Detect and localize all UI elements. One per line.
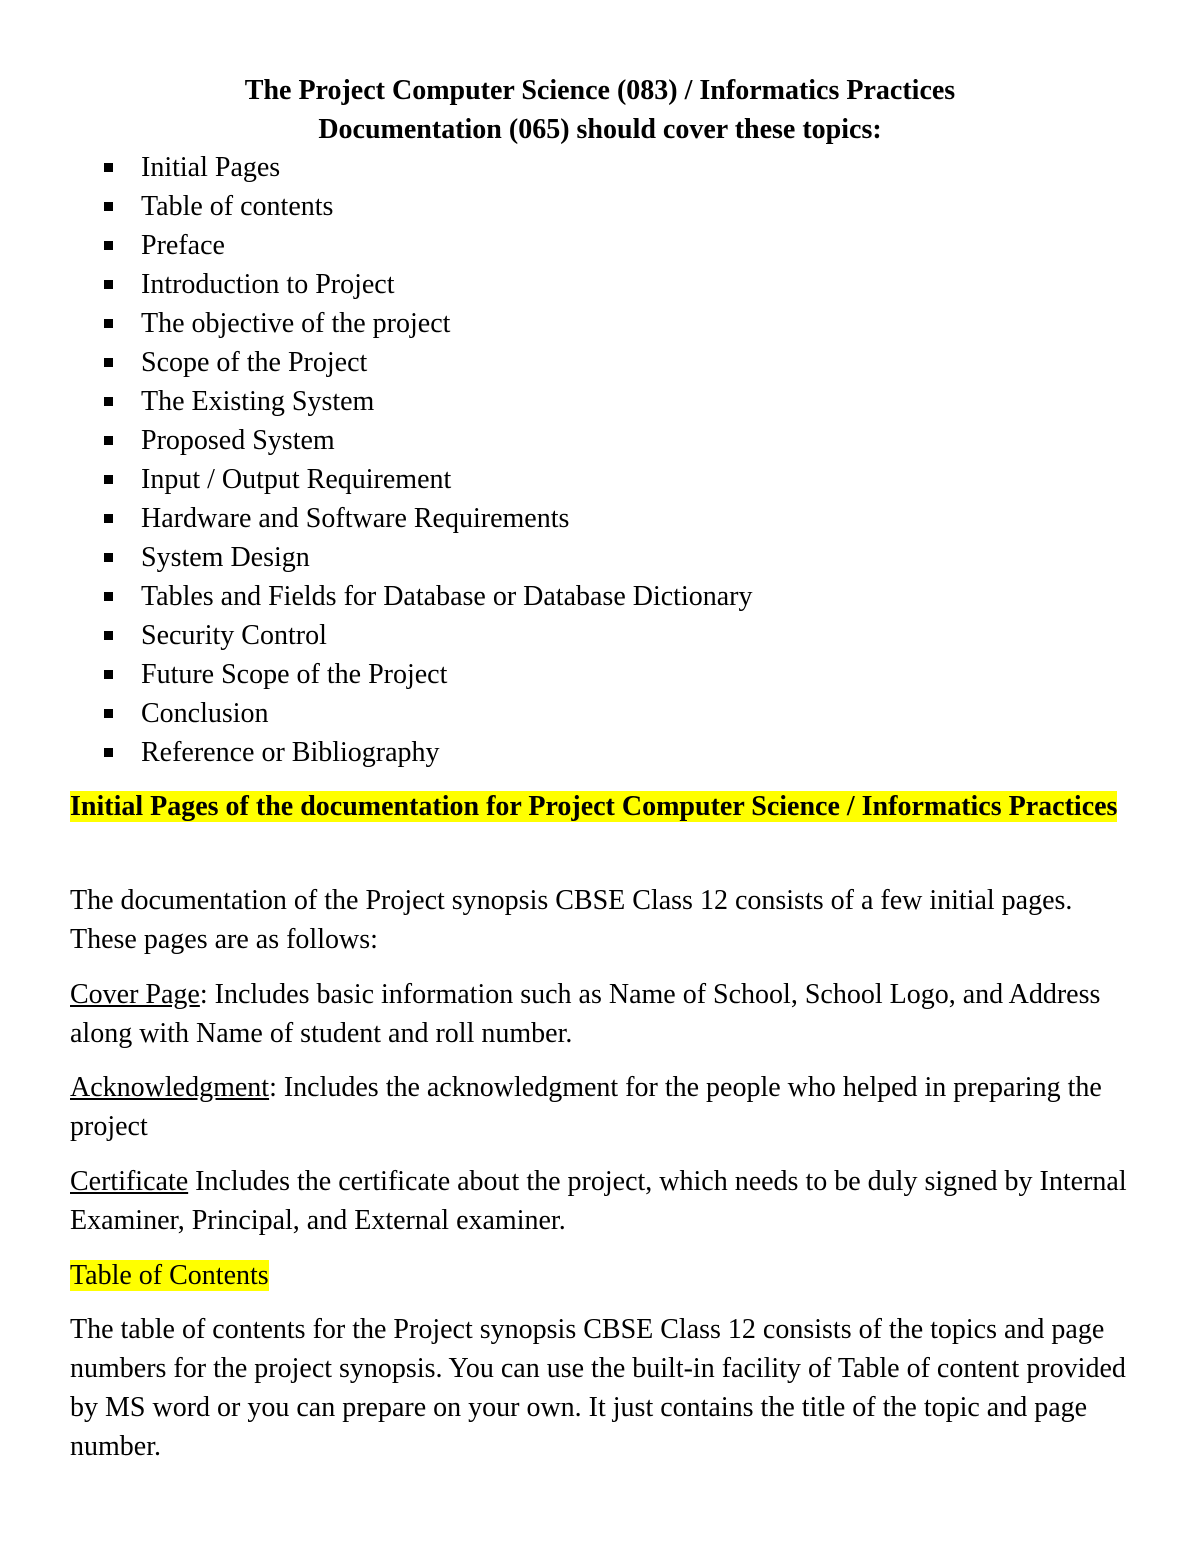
highlighted-toc-heading-text: Table of Contents: [70, 1260, 269, 1291]
initial-pages-heading: [70, 787, 1140, 826]
square-bullet-icon: [104, 358, 113, 367]
list-item: Initial Pages: [104, 148, 753, 187]
toc-heading: [70, 1256, 1140, 1295]
list-item: Introduction to Project: [104, 265, 753, 304]
list-item: The objective of the project: [104, 304, 753, 343]
square-bullet-icon: [104, 748, 113, 757]
square-bullet-icon: [104, 436, 113, 445]
highlighted-heading-text: Initial Pages of the documentation for Project Computer Science / Informatics Practices: [70, 791, 1118, 822]
doc-title-line-1: The Project Computer Science (083) / Informatics Practices: [244, 75, 956, 106]
list-item: Proposed System: [104, 421, 753, 460]
square-bullet-icon: [104, 280, 113, 289]
toc-paragraph: The table of contents for the Project synopsis CBSE Class 12 consists of the topics and page numbers for the project synopsis. You can use the built-in facility of Table of content provided by MS word or you can prepare on your own. It just contains the title of the topic and page number.: [70, 1314, 1126, 1462]
square-bullet-icon: [104, 241, 113, 250]
list-item: Conclusion: [104, 694, 753, 733]
acknowledgment-text: : Includes the acknowledgment for the people who helped in preparing the project: [70, 1072, 1102, 1142]
list-item: Table of contents: [104, 187, 753, 226]
list-item: Reference or Bibliography: [104, 733, 753, 772]
list-item: Tables and Fields for Database or Database Dictionary: [104, 577, 753, 616]
square-bullet-icon: [104, 319, 113, 328]
list-item: System Design: [104, 538, 753, 577]
list-item: Security Control: [104, 616, 753, 655]
certificate-paragraph: [70, 1162, 1140, 1240]
list-item: Hardware and Software Requirements: [104, 499, 753, 538]
square-bullet-icon: [104, 592, 113, 601]
certificate-label: Certificate: [70, 1166, 189, 1197]
square-bullet-icon: [104, 475, 113, 484]
list-item: Input / Output Requirement: [104, 460, 753, 499]
square-bullet-icon: [104, 202, 113, 211]
cover-page-text: : Includes basic information such as Name of School, School Logo, and Address along with Name of student and roll number.: [70, 979, 1101, 1049]
square-bullet-icon: [104, 670, 113, 679]
list-item: Preface: [104, 226, 753, 265]
square-bullet-icon: [104, 553, 113, 562]
square-bullet-icon: [104, 163, 113, 172]
square-bullet-icon: [104, 397, 113, 406]
cover-page-label: Cover Page: [70, 979, 200, 1010]
list-item: Scope of the Project: [104, 343, 753, 382]
acknowledgment-paragraph: [70, 1068, 1140, 1146]
cover-page-paragraph: [70, 975, 1140, 1053]
initial-pages-intro: The documentation of the Project synopsis CBSE Class 12 consists of a few initial pages. These pages are as follows:: [70, 885, 1073, 955]
doc-title-line-2: Documentation (065) should cover these topics:: [318, 114, 882, 145]
list-item: Future Scope of the Project: [104, 655, 753, 694]
square-bullet-icon: [104, 631, 113, 640]
square-bullet-icon: [104, 514, 113, 523]
certificate-text: Includes the certificate about the project, which needs to be duly signed by Internal Examiner, Principal, and External examiner.: [70, 1166, 1127, 1236]
list-item: The Existing System: [104, 382, 753, 421]
square-bullet-icon: [104, 709, 113, 718]
topics-list: [104, 148, 753, 772]
acknowledgment-label: Acknowledgment: [70, 1072, 270, 1103]
